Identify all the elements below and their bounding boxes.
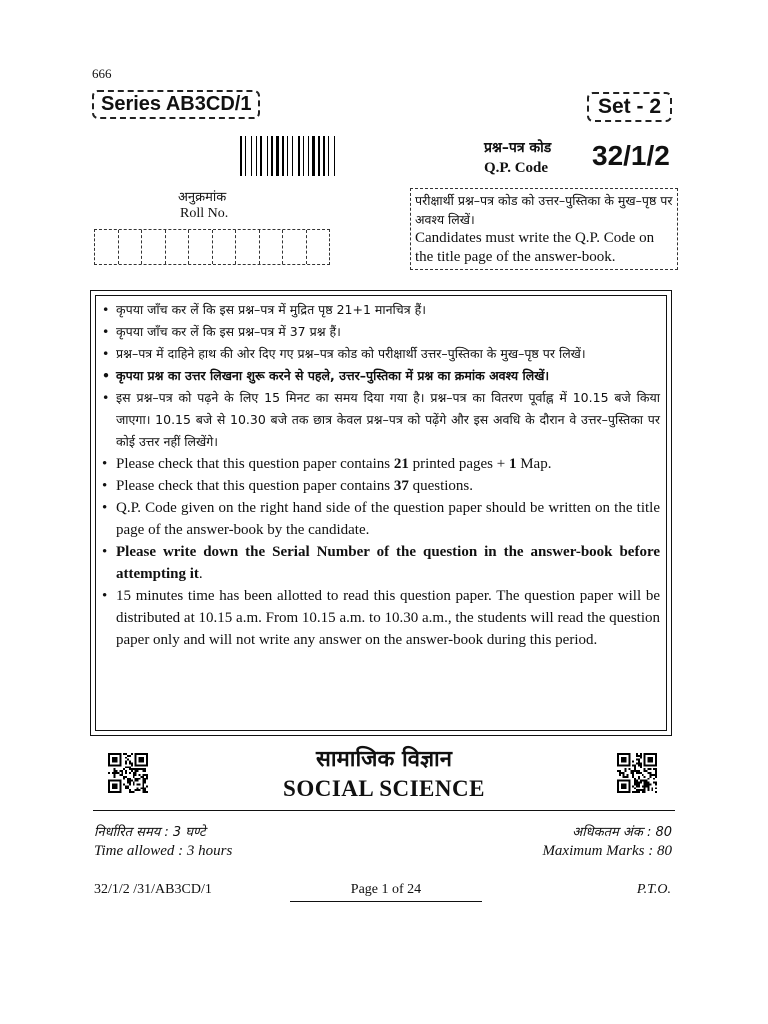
roll-digit-box[interactable] (260, 230, 284, 264)
roll-digit-box[interactable] (213, 230, 237, 264)
qp-code-label: Q.P. Code (484, 160, 549, 176)
instructions-box (90, 290, 672, 736)
maximum-marks: Maximum Marks : 80 (542, 843, 672, 859)
series-label: Series AB3CD/1 (92, 90, 260, 119)
roll-label: Roll No. (180, 206, 229, 221)
footer-code: 32/1/2 /31/AB3CD/1 (94, 882, 212, 897)
roll-digit-box[interactable] (307, 230, 330, 264)
instruction-qp-code: • Q.P. Code given on the right hand side of the question paper should be written on the title page of the answer-book by the candidate. (102, 497, 660, 541)
roll-number-boxes[interactable] (94, 229, 330, 265)
page-id-number: 666 (92, 66, 112, 81)
candidate-note-box (410, 188, 678, 270)
instruction-hindi: • इस प्रश्न–पत्र को पढ़ने के लिए 15 मिनट का समय दिया गया है। प्रश्न–पत्र का वितरण पूर्वाह्न में 10.15 बजे किया जाएगा। 10.15 बजे से 10.30 बजे तक छात्र केवल प्रश्न–पत्र को पढ़ेंगे और इस अवधि के दौरान वे उत्तर–पुस्तिका पर कोई उत्तर नहीं लिखेंगे। (102, 387, 660, 453)
instruction-hindi: • कृपया प्रश्न का उत्तर लिखना शुरू करने से पहले, उत्तर–पुस्तिका में प्रश्न का क्रमांक अवश्य लिखें। (102, 365, 660, 387)
instruction-hindi: • प्रश्न–पत्र में दाहिने हाथ की ओर दिए गए प्रश्न–पत्र कोड को परीक्षार्थी उत्तर–पुस्तिका के मुख–पृष्ठ पर लिखें। (102, 343, 660, 365)
qp-code-value: 32/1/2 (592, 140, 670, 171)
roll-digit-box[interactable] (95, 230, 119, 264)
candidate-note-hindi: परीक्षार्थी प्रश्न–पत्र कोड को उत्तर–पुस्तिका के मुख–पृष्ठ पर अवश्य लिखें। (415, 193, 673, 227)
roll-digit-box[interactable] (142, 230, 166, 264)
divider (93, 810, 675, 811)
instruction-reading-time: • 15 minutes time has been allotted to read this question paper. The question paper will be distributed at 10.15 a.m. From 10.15 a.m. to 10.30 a.m., the students will read the question paper only and will not write any answer on the answer-book during this period. (102, 585, 660, 651)
subject-title-hindi: सामाजिक विज्ञान (316, 747, 452, 772)
roll-digit-box[interactable] (283, 230, 307, 264)
footer-pto: P.T.O. (636, 882, 671, 897)
roll-digit-box[interactable] (166, 230, 190, 264)
barcode (240, 136, 365, 176)
instruction-hindi: • कृपया जाँच कर लें कि इस प्रश्न–पत्र में 37 प्रश्न हैं। (102, 321, 660, 343)
qp-code-label-hindi: प्रश्न–पत्र कोड (484, 140, 552, 156)
roll-digit-box[interactable] (189, 230, 213, 264)
subject-title: SOCIAL SCIENCE (283, 776, 485, 801)
roll-label-hindi: अनुक्रमांक (178, 190, 227, 205)
roll-digit-box[interactable] (236, 230, 260, 264)
candidate-note-english: Candidates must write the Q.P. Code on the title page of the answer-book. (415, 230, 655, 265)
set-label: Set - 2 (587, 92, 672, 122)
time-allowed-hindi: निर्धारित समय : 3 घण्टे (94, 825, 206, 840)
time-allowed: Time allowed : 3 hours (94, 843, 233, 859)
instruction-pages: • Please check that this question paper contains 21 printed pages + 1 Map. (102, 453, 660, 475)
footer-page-number: Page 1 of 24 (290, 882, 482, 902)
roll-digit-box[interactable] (119, 230, 143, 264)
maximum-marks-hindi: अधिकतम अंक : 80 (572, 825, 672, 840)
instruction-serial: • Please write down the Serial Number of the question in the answer-book before attempting it. (102, 541, 660, 585)
instruction-hindi: • कृपया जाँच कर लें कि इस प्रश्न–पत्र में मुद्रित पृष्ठ 21+1 मानचित्र हैं। (102, 299, 660, 321)
instruction-questions: • Please check that this question paper contains 37 questions. (102, 475, 660, 497)
